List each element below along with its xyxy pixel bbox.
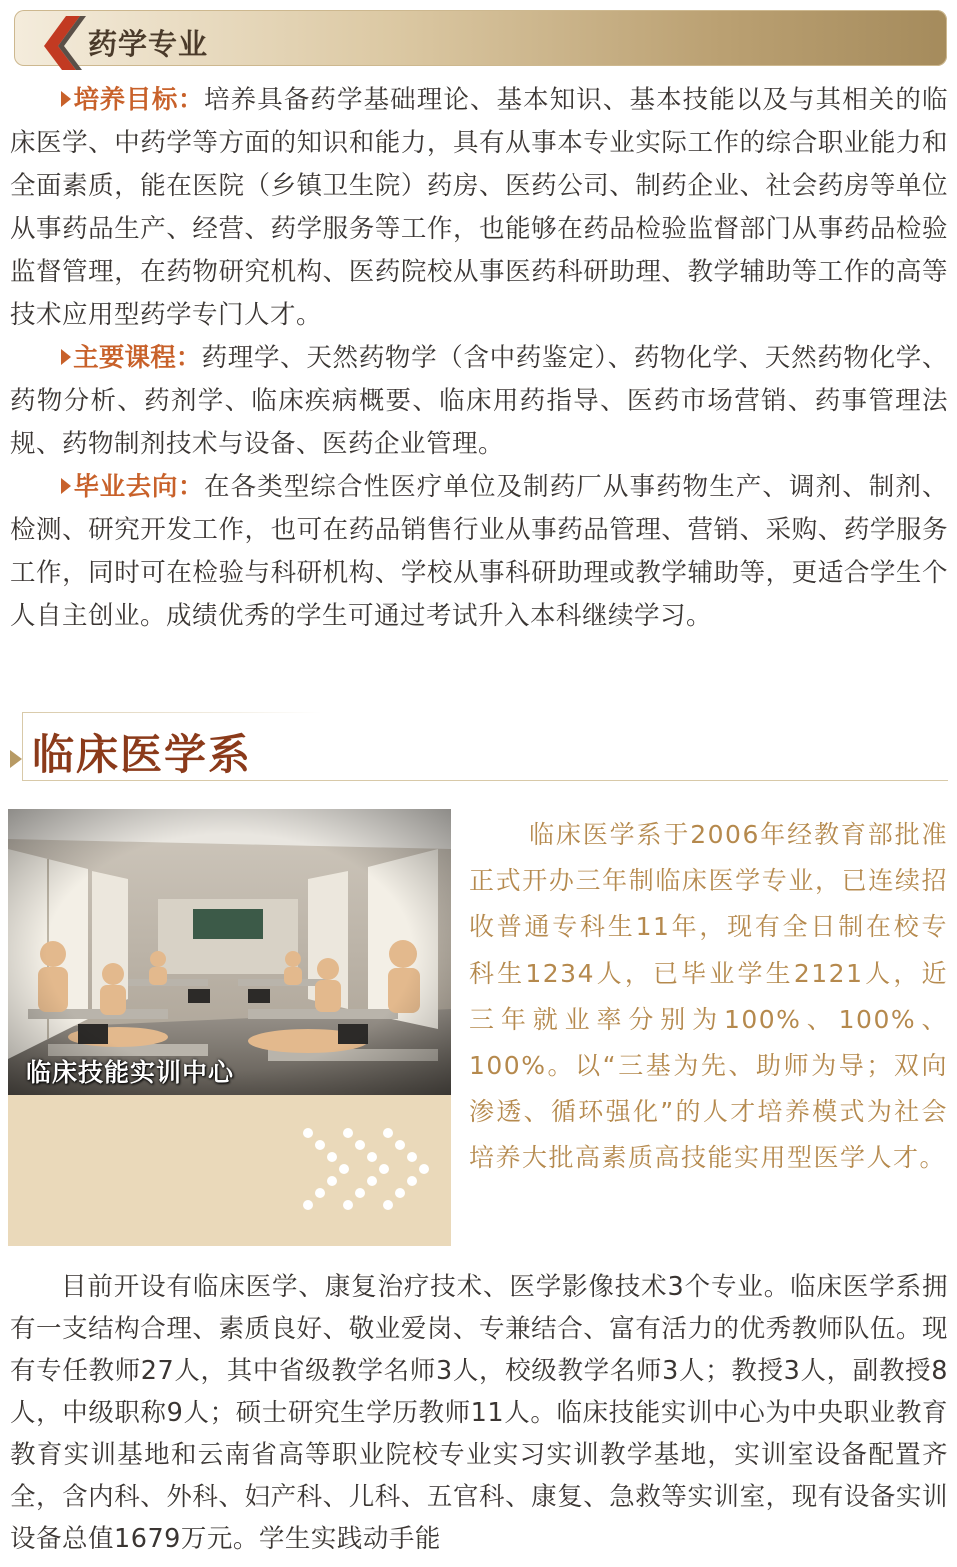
pharmacy-body — [10, 79, 948, 638]
divider — [22, 712, 23, 780]
section-header-clinical — [8, 712, 948, 786]
divider — [22, 780, 948, 781]
clinical-body — [10, 1266, 948, 1560]
divider — [22, 712, 322, 713]
chevron-dots-icon — [298, 1123, 438, 1213]
paragraph-label: 毕业去向： — [61, 472, 204, 502]
department-intro: 临床医学系于2006年经教育部批准正式开办三年制临床医学专业，已连续招收普通专科生11年，现有全日制在校专科生1234人，已毕业学生2121人，近三年就业率分别为100%、100%、100%。以“三基为先、助师为导；双向渗透、循环强化”的人才培养模式为社会培养大批高素质高技能实用型医学人才。 — [469, 820, 948, 1173]
paragraph-label: 培养目标： — [61, 85, 204, 115]
photo-caption: 临床技能实训中心 — [26, 1058, 235, 1087]
arrow-icon — [61, 91, 71, 107]
arrow-icon — [61, 478, 71, 494]
paragraph-clinical-body: 目前开设有临床医学、康复治疗技术、医学影像技术3个专业。临床医学系拥有一支结构合理、素质良好、敬业爱岗、专兼结合、富有活力的优秀教师队伍。现有专任教师27人，其中省级教学名师3人，校级教学名师3人；教授3人，副教授8人，中级职称9人；硕士研究生学历教师11人。临床技能实训中心为中央职业教育教育实训基地和云南省高等职业院校专业实习实训教学基地，实训室设备配置齐全，含内科、外科、妇产科、儿科、五官科、康复、急救等实训室，现有设备实训设备总值1679万元。学生实践动手能 — [10, 1272, 948, 1554]
paragraph-main-courses: 主要课程：药理学、天然药物学（含中药鉴定）、药物化学、天然药物化学、药物分析、药剂学、临床疾病概要、临床用药指导、医药市场营销、药事管理法规、药物制剂技术与设备、医药企业管理。 — [10, 343, 948, 459]
paragraph-career: 毕业去向：在各类型综合性医疗单位及制药厂从事药物生产、调剂、制剂、检测、研究开发工作，也可在药品销售行业从事药品管理、营销、采购、药学服务工作，同时可在检验与科研机构、学校从事科研助理或教学辅助等，更适合学生个人自主创业。成绩优秀的学生可通过考试升入本科继续学习。 — [10, 472, 948, 631]
paragraph-label: 主要课程： — [61, 343, 202, 373]
section-title: 药学专业 — [88, 27, 209, 61]
section-title: 临床医学系 — [32, 730, 253, 779]
banner-chevron-icon — [36, 16, 86, 70]
training-center-photo — [8, 809, 451, 1095]
paragraph-training-goal: 培养目标：培养具备药学基础理论、基本知识、基本技能以及与其相关的临床医学、中药学等方面的知识和能力，具有从事本专业实际工作的综合职业能力和全面素质，能在医院（乡镇卫生院）药房、医药公司、制药企业、社会药房等单位从事药品生产、经营、药学服务等工作，也能够在药品检验监督部门从事药品检验监督管理，在药物研究机构、医药院校从事医药科研助理、教学辅助等工作的高等技术应用型药学专门人才。 — [10, 85, 948, 330]
decorative-panel — [8, 1095, 451, 1246]
triangle-marker-icon — [10, 750, 22, 768]
section-banner-pharmacy — [14, 10, 947, 66]
arrow-icon — [61, 349, 71, 365]
